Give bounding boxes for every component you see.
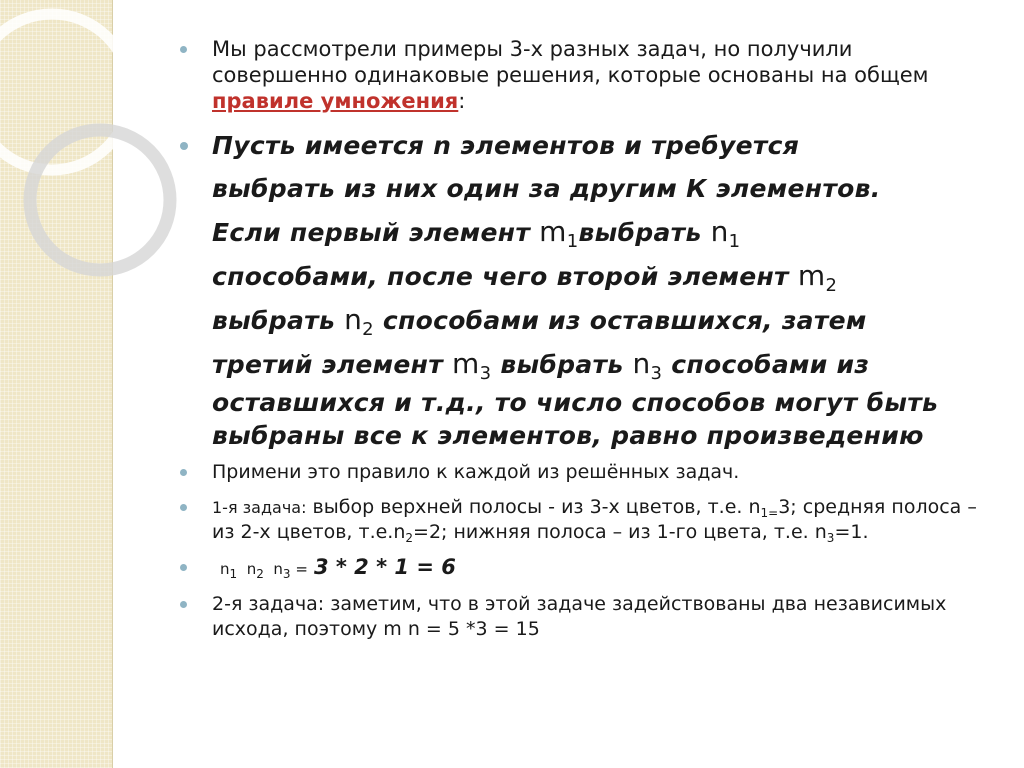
task-1-sub-2: 2 [405,531,414,545]
var-n2: $n_2$ [344,303,374,340]
task-1-label: 1-я задача: [212,498,307,517]
rule-line-5 [212,298,980,342]
slide-content [180,36,980,652]
rule-text: выбрать [212,306,336,335]
rule-text: выбрать [500,350,624,379]
bullet-item-task-1 [180,495,980,545]
rule-line-2: выбрать из них один за другим К элементов. [212,174,881,203]
rule-text: способами, после чего второй элемент [212,262,789,291]
task-1-text: выбор верхней полосы - из 3-х цветов, т.е. n [312,496,761,518]
var-m3: $m_3$ [452,347,492,384]
bullet-dot-icon [180,601,187,608]
bullet-dot-icon [180,469,187,476]
task-1-text: 3; средняя полоса – из 2-х цветов, т.е.n [212,496,977,543]
rule-line-1: Пусть имеется n элементов и требуется [212,131,800,160]
bullet-dot-icon [180,564,187,571]
apply-text: Примени это правило к каждой из решённых задач. [212,461,740,483]
intro-colon: : [458,89,466,113]
bullet-item-apply [180,460,980,485]
task-1-text: =2; нижняя полоса – из 1-го цвета, т.е. n [413,521,827,543]
task-1-sub-3: 3 [826,531,835,545]
rule-text: Если первый элемент [212,218,531,247]
rule-text: способами из оставшихся, затем [382,306,867,335]
decorative-circles [0,0,180,330]
rule-line-3 [212,210,980,254]
bullet-item-task-2 [180,592,980,642]
product-result: 3 * 2 * 1 = 6 [313,555,456,579]
rule-line-4 [212,254,980,298]
task-1-sub-1: 1= [760,506,779,520]
multiplication-rule-link[interactable]: правиле умножения [212,89,459,113]
rule-text: способами из [671,350,870,379]
bullet-item-rule [180,124,980,452]
bullet-item-product [180,555,980,582]
product-formula: $n_1$ $n_2$ $n_3$ = [220,560,308,581]
bullet-dot-icon [180,46,187,53]
task-2-text: 2-я задача: заметим, что в этой задаче задействованы два независимых исхода, поэтому m n = 5 *3 = 15 [212,593,947,640]
var-m1: $m_1$ [539,215,579,252]
bullet-item-intro [180,36,980,114]
intro-text: Мы рассмотрели примеры 3-х разных задач, но получили совершенно одинаковые решения, которые основаны на общем [212,37,929,87]
var-m2: $m_2$ [797,259,838,296]
var-n1: $n_1$ [710,215,741,252]
rule-text: выбрать [578,218,702,247]
bullet-dot-icon [180,142,188,150]
rule-line-6 [212,342,980,386]
var-n3: $n_3$ [632,347,663,384]
bullet-dot-icon [180,504,187,511]
rule-text: третий элемент [212,350,444,379]
task-1-text: =1. [834,521,869,543]
rule-tail: оставшихся и т.д., то число способов могут быть выбраны все к элементов, равно произведению [212,388,939,450]
